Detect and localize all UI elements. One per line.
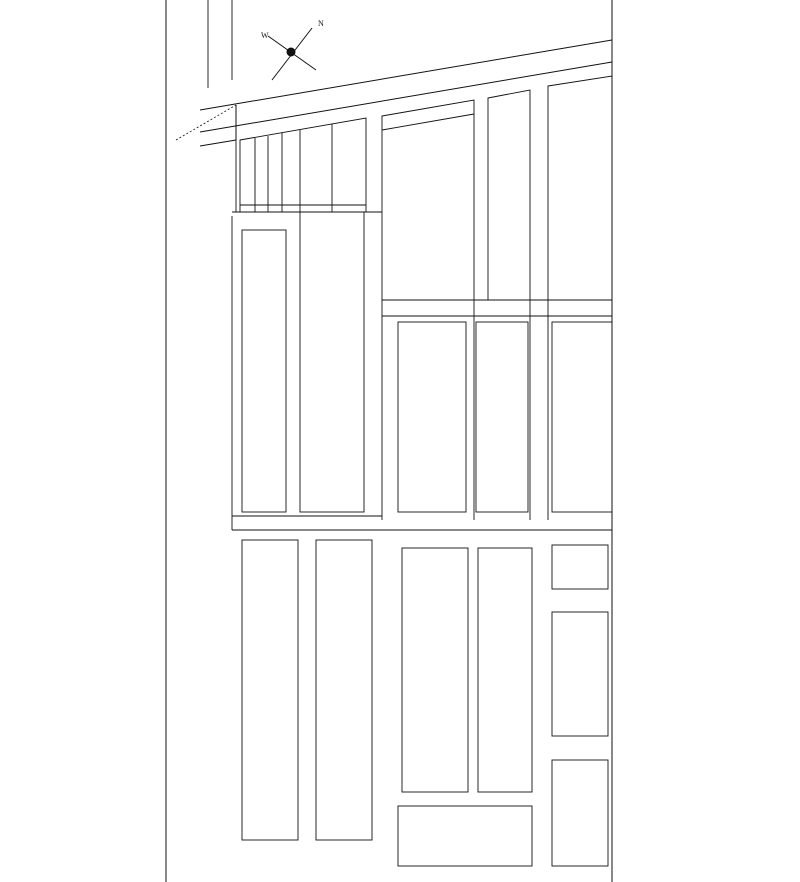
svg-text:N: N	[318, 19, 324, 28]
svg-text:W: W	[261, 31, 269, 40]
